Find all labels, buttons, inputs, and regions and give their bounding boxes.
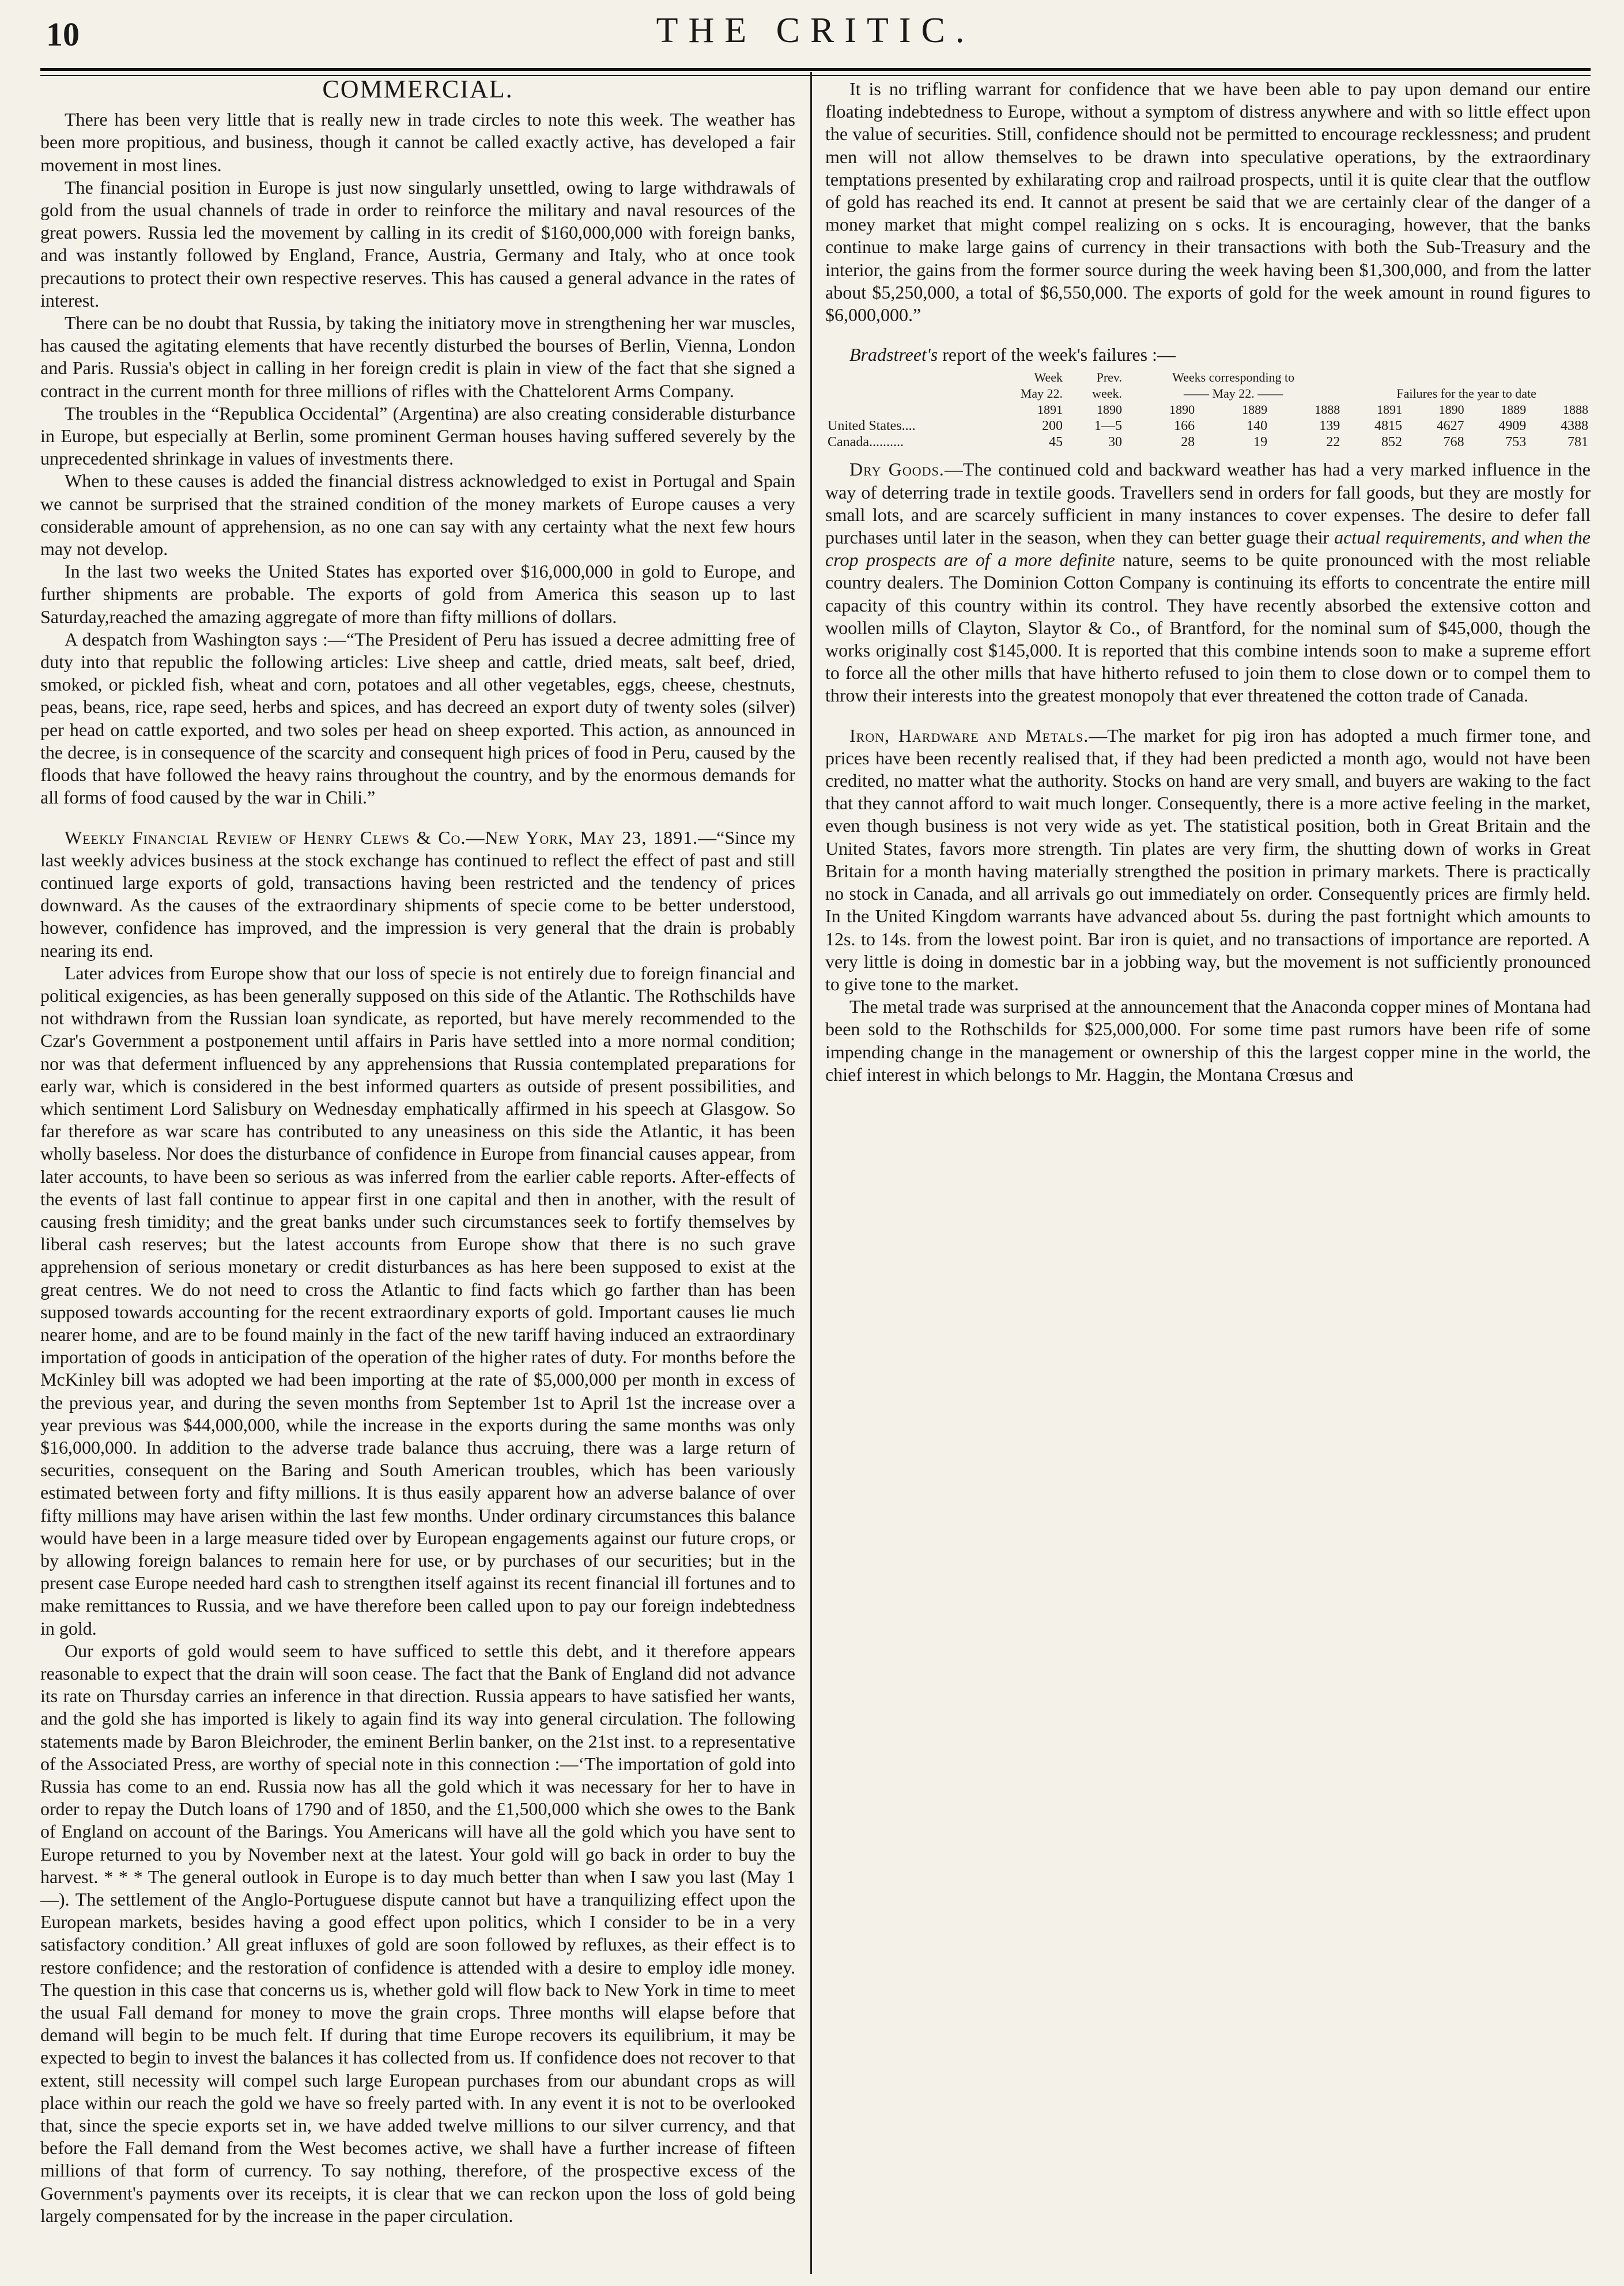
bradstreet-title: Bradstreet's (849, 344, 938, 365)
table-cell: 30 (1108, 435, 1122, 450)
dry-goods-heading: Dry Goods. (849, 459, 945, 480)
table-cell: 753 (1505, 435, 1527, 450)
failures-header-cell: 1890 (1169, 402, 1195, 417)
failures-header-cell: Week (1034, 370, 1063, 385)
paragraph: There can be no doubt that Russia, by taking the initiatory move in strengthening her war muscles, has caused the agitating elements that have recently disturbed the bourses of Berlin, Vienna, London and Paris. Russia's object in calling in her foreign credit is plain in view of the fact that she signed a contract in the current month for three millions of rifles with the Chattelorent Arms Company. (40, 312, 795, 401)
paragraph: In the last two weeks the United States has exported over $16,000,000 in gold to Europe, and further shipments are probable. The exports of gold from America this season up to last Saturday,reached the amazing aggregate of more than fifty millions of dollars. (40, 561, 795, 627)
failures-header-cell: —— May 22. —— (1183, 386, 1283, 401)
table-cell: 22 (1326, 435, 1340, 450)
bradstreet-intro-text: report of the week's failures :— (938, 344, 1176, 365)
paragraph: The troubles in the “Republica Occidental” (Argentina) are also creating considerable disturbance in Europe, but especially at Berlin, some prominent German houses having suffered severely by the unprecedented shrinkage in values of investments there. (40, 402, 795, 469)
iron-paragraph (825, 725, 1591, 995)
bradstreet-intro (825, 344, 1591, 366)
failures-header-cell (825, 386, 984, 402)
iron-heading: Iron, Hardware and Metals. (849, 725, 1089, 746)
paragraph: The financial position in Europe is just now singularly unsettled, owing to large withdrawals of gold from the usual channels of trade in order to reinforce the military and naval resources of the great powers. Russia led the movement by calling in its credit of $160,000,000 with foreign banks, and was instantly followed by England, France, Austria, Germany and Italy, who at once took precautions to protect their own respective reserves. This has caused a general advance in the rates of interest. (40, 176, 795, 311)
failures-header-cell: 1890 (1438, 402, 1464, 417)
page-number: 10 (46, 16, 80, 53)
table-cell: 200 (1042, 418, 1063, 434)
iron-text: —The market for pig iron has adopted a much firmer tone, and prices have been recently realised that, if they had been predicted a month ago, would not have been credited, no matter what the authority. Stocks on hand are very small, and buyers are waking to the fact that they cannot afford to wait much longer. Consequently, there is a more active feeling in the market, even though business is not very wide as yet. The statistical position, both in Great Britain and the United States, favors more strength. Tin plates are very firm, the shutting down of works in Great Britain for a month having materially strengthed the position in primary markets. There is practically no stock in Canada, and all arrivals go out immediately on order. Consequently prices are firmly held. In the United Kingdom warrants have advanced about 5s. during the past fortnight which amounts to 12s. to 14s. from the lowest point. Bar iron is quiet, and no transactions of importance are reported. A very little is doing in domestic bar in a jobbing way, but the movement is not sufficiently pronounced to give tone to the market. (825, 725, 1591, 994)
failures-header-cell (1342, 369, 1591, 386)
paragraph: There has been very little that is really new in trade circles to note this week. The weather has been more propitious, and business, though it cannot be called exactly active, has developed a fair movement in most lines. (40, 109, 795, 175)
left-column (40, 75, 796, 2227)
clews-heading: Weekly Financial Review of Henry Clews & Co.—New York, May 23, 1891. (65, 827, 698, 848)
dry-goods-paragraph (825, 458, 1591, 707)
failures-header-cell: 1888 (1315, 402, 1340, 417)
table-cell: 4627 (1436, 418, 1464, 434)
table-cell: 1—5 (1094, 418, 1122, 434)
table-cell: United States.... (828, 418, 916, 434)
table-cell: 139 (1319, 418, 1340, 434)
table-cell: 28 (1181, 435, 1195, 450)
newspaper-page (40, 0, 1591, 2286)
failures-header-cell: week. (1092, 386, 1122, 401)
failures-header-row (825, 402, 1591, 418)
section-title: COMMERCIAL. (322, 75, 513, 103)
failures-header-row (825, 386, 1591, 402)
page-header (40, 10, 1591, 66)
table-cell: 45 (1049, 435, 1063, 450)
paragraph: A despatch from Washington says :—“The President of Peru has issued a decree admitting free of duty into that republic the following articles: Live sheep and cattle, dried meats, salt beef, dried, smoked, or pickled fish, wheat and corn, potatoes and all other vegetables, eggs, cheese, chestnuts, peas, beans, rice, rape seed, herbs and spices, and has decreed an export duty of twenty soles (silver) per head on cattle exported, and two soles per head on sheep exported. This action, as announced in the decree, is in consequence of the scarcity and consequent high prices of food in Peru, caused by the floods that have followed the heavy rains throughout the country, and by the enormous demands for all forms of food caused by the war in Chili.” (40, 628, 795, 808)
paragraph: It is no trifling warrant for confidence that we have been able to pay upon demand our entire floating indebtedness to Europe, without a symptom of distress anywhere and with so little effect upon the value of securities. Still, confidence should not be permitted to encourage recklessness; and prudent men will not allow themselves to be drawn into speculative operations, by the extraordinary temptations presented by exhilarating crop and railroad prospects, until it is quite clear that the outflow of gold has reached its end. It cannot at present be said that we are certainly clear of the danger of a money market that might compel realizing on s ocks. It is encouraging, however, that the banks continue to make large gains of currency in their transactions with both the Sub-Treasury and the interior, the gains from the former source during the week having been $1,300,000, and from the latter about $5,250,000, a total of $6,550,000. The exports of gold for the week amount in round figures to $6,000,000.” (825, 78, 1591, 326)
dry-goods-text-end: nature, seems to be quite pronounced with the most reliable country dealers. The Dominion Cotton Company is continuing its efforts to concentrate the entire mill capacity of this country within its control. They have recently absorbed the extensive cotton and woollen mills of Clayton, Slaytor & Co., of Brantford, for the nominal sum of $45,000, though the works originally cost $145,000. It is reported that this combine intends soon to make a supreme effort to force all the other mills that have hitherto refused to join them to close down or to compel them to throw their interests into the greatest monopoly that ever threatened the cotton trade of Canada. (825, 549, 1591, 706)
clews-paragraph (40, 827, 795, 962)
table-cell: 4388 (1561, 418, 1588, 434)
failures-header-cell: 1890 (1097, 402, 1122, 417)
masthead: THE CRITIC. (656, 11, 975, 50)
table-cell: 166 (1174, 418, 1195, 434)
paragraph: The metal trade was surprised at the announcement that the Anaconda copper mines of Montana had been sold to the Rothschilds for $25,000,000. For some time past rumors have been rife of some impending change in the management or ownership of this the largest copper mine in the world, the chief interest in which belongs to Mr. Haggin, the Montana Crœsus and (825, 996, 1591, 1085)
failures-table (825, 369, 1591, 450)
table-cell: 19 (1253, 435, 1268, 450)
failures-header-cell: 1891 (1037, 402, 1063, 417)
failures-header-cell: Failures for the year to date (1396, 386, 1536, 401)
header-rule-thin (40, 75, 1591, 76)
table-cell: 140 (1247, 418, 1268, 434)
dry-goods-text: —The continued cold and backward weather has had a very marked influence in the way of deterring trade in textile goods. Travellers send in orders for fall goods, but they are mostly for small lots, and are scarcely sufficient in many instances to cover expenses. The desire to defer fall purchases until later in the season, when they can better guage their (825, 459, 1591, 548)
paragraph: Our exports of gold would seem to have sufficed to settle this debt, and it therefore appears reasonable to expect that the drain will soon cease. The fact that the Bank of England did not advance its rate on Thursday carries an inference in that direction. Russia appears to have satisfied her wants, and the gold she has imported is likely to again find its way into general circulation. The following statements made by Baron Bleichroder, the eminent Berlin banker, on the 21st inst. to a representative of the Associated Press, are worthy of special note in this connection :—‘The importation of gold into Russia has come to an end. Russia now has all the gold which it was necessary for her to have in order to repay the Dutch loans of 1790 and of 1850, and the £1,500,000 which she owes to the Bank of England on account of the Barings. You Americans will have all the gold which you have sent to Europe returned to you by November next at the latest. Your gold will go back in order to buy the harvest. * * * The general outlook in Europe is to day much better than when I saw you last (May 1—). The settlement of the Anglo-Portuguese dispute cannot but have a tranquilizing effect upon the European markets, besides having a good effect upon politics, which I consider to be in a very satisfactory condition.’ All great influxes of gold are soon followed by refluxes, as their effect is to restore confidence; and the restoration of confidence is attended with a desire to employ idle money. The question in this case that concerns us is, whether gold will flow back to New York in time to meet the usual Fall demand for money to move the grain crops. Three months will elapse before that demand will begin to be much felt. If during that time Europe recovers its equilibrium, it may be expected to begin to invest the balances it has collected from us. If confidence does not recover to that extent, still necessity will compel such large European purchases from our abundant crops as will place within our reach the gold we have so freely parted with. In any event it is not to be overlooked that, since the specie exports set in, we have added twelve millions to our silver currency, and that before the Fall demand from the West becomes active, we shall have a further increase of fifteen millions of that form of currency. To say nothing, therefore, of the prospective excess of the Government's payments over its receipts, it is clear that we can reckon upon the loss of gold being largely compensated for by the increase in the paper circulation. (40, 1640, 795, 2226)
table-cell: 4815 (1374, 418, 1402, 434)
failures-header-cell: 1891 (1376, 402, 1402, 417)
paragraph: Later advices from Europe show that our loss of specie is not entirely due to foreign financial and political exigencies, as has been generally supposed on this side of the Atlantic. The Rothschilds have not withdrawn from the Russian loan syndicate, as reported, but have merely recommended to the Czar's Government a postponement until affairs in Paris have settled into a more normal condition; nor was that deferment influenced by any apprehensions that Russia contemplated preparations for early war, which is considered in the best informed quarters as outside of present possibilities, and which sentiment Lord Salisbury on Wednesday emphatically affirmed in his speech at Glasgow. So far therefore as war scare has contributed to any uneasiness on this side the Atlantic, it has been wholly baseless. Nor does the disturbance of confidence in Europe from financial causes appear, from later accounts, to have been so serious as was inferred from the earlier cable reports. After-effects of the events of last fall continue to appear first in one capital and then in another, with the result of causing fresh timidity; and the great banks under such circumstances seek to fortify themselves by liberal cash reserves; but the latest accounts from Europe show that there is no such grave apprehension of serious monetary or credit disturbances as has here been supposed to exist at the great centres. We do not need to cross the Atlantic to find facts which go farther than has been supposed towards accounting for the recent extraordinary exports of gold. Important causes lie much nearer home, and are to be found mainly in the fact of the new tariff having induced an extraordinary importation of goods in anticipation of the operation of the higher rates of duty. For months before the McKinley bill was adopted we had been importing at the rate of $5,000,000 per month in excess of the previous year, and during the seven months from September 1st to April 1st the increase over a year previous was $44,000,000, while the increase in the exports during the same months was only $16,000,000. In addition to the adverse trade balance thus accruing, there was a large return of securities, consequent on the Baring and South American troubles, which has been variously estimated between forty and fifty millions. It is thus easily apparent how an adverse balance of over fifty millions may have arisen within the last few months. Under ordinary circumstances this balance would have been in a large measure tided over by European engagements against our future crops, or by allowing foreign balances to remain here for use, or by purchases of our securities; but in the present case Europe needed hard cash to strengthen itself against its recent financial ill fortunes and to make remittances to Russia, and we have therefore been called upon to pay our foreign indebtedness in gold. (40, 962, 795, 1639)
paragraph: When to these causes is added the financial distress acknowledged to exist in Portugal and Spain we cannot be surprised that the strained condition of the money markets of Europe causes a very considerable amount of apprehension, as no one can say with any certainty what the next few hours may not develop. (40, 470, 795, 560)
right-column (825, 78, 1591, 1086)
failures-header-cell: Weeks corresponding to (1172, 370, 1295, 385)
table-cell: 781 (1568, 435, 1588, 450)
failures-header-cell: 1888 (1563, 402, 1588, 417)
failures-header-row (825, 369, 1591, 386)
table-cell: 768 (1443, 435, 1464, 450)
table-row (825, 418, 1591, 434)
table-cell: Canada.......... (828, 435, 904, 450)
dry-goods-italic: actual requirements, and when the crop prospects are of a more definite (825, 527, 1591, 571)
header-rule-thick (40, 68, 1591, 71)
failures-header-cell (825, 369, 984, 386)
failures-header-cell: May 22. (1020, 386, 1063, 401)
failures-header-cell (825, 402, 984, 418)
failures-header-cell: 1889 (1501, 402, 1527, 417)
failures-header-cell: Prev. (1096, 370, 1122, 385)
table-cell: 4909 (1498, 418, 1527, 434)
table-cell: 852 (1381, 435, 1402, 450)
table-row (825, 434, 1591, 450)
clews-lead: —“Since my last weekly advices business at the stock exchange has continued to reflect the effect of past and still continued large exports of gold, transactions having been restricted and the tendency of prices downward. As the causes of the extraordinary shipments of specie come to be better understood, however, confidence has improved, and the impression is very general that the drain is probably nearing its end. (40, 827, 796, 961)
failures-header-cell: 1889 (1242, 402, 1268, 417)
column-divider (810, 72, 812, 2274)
